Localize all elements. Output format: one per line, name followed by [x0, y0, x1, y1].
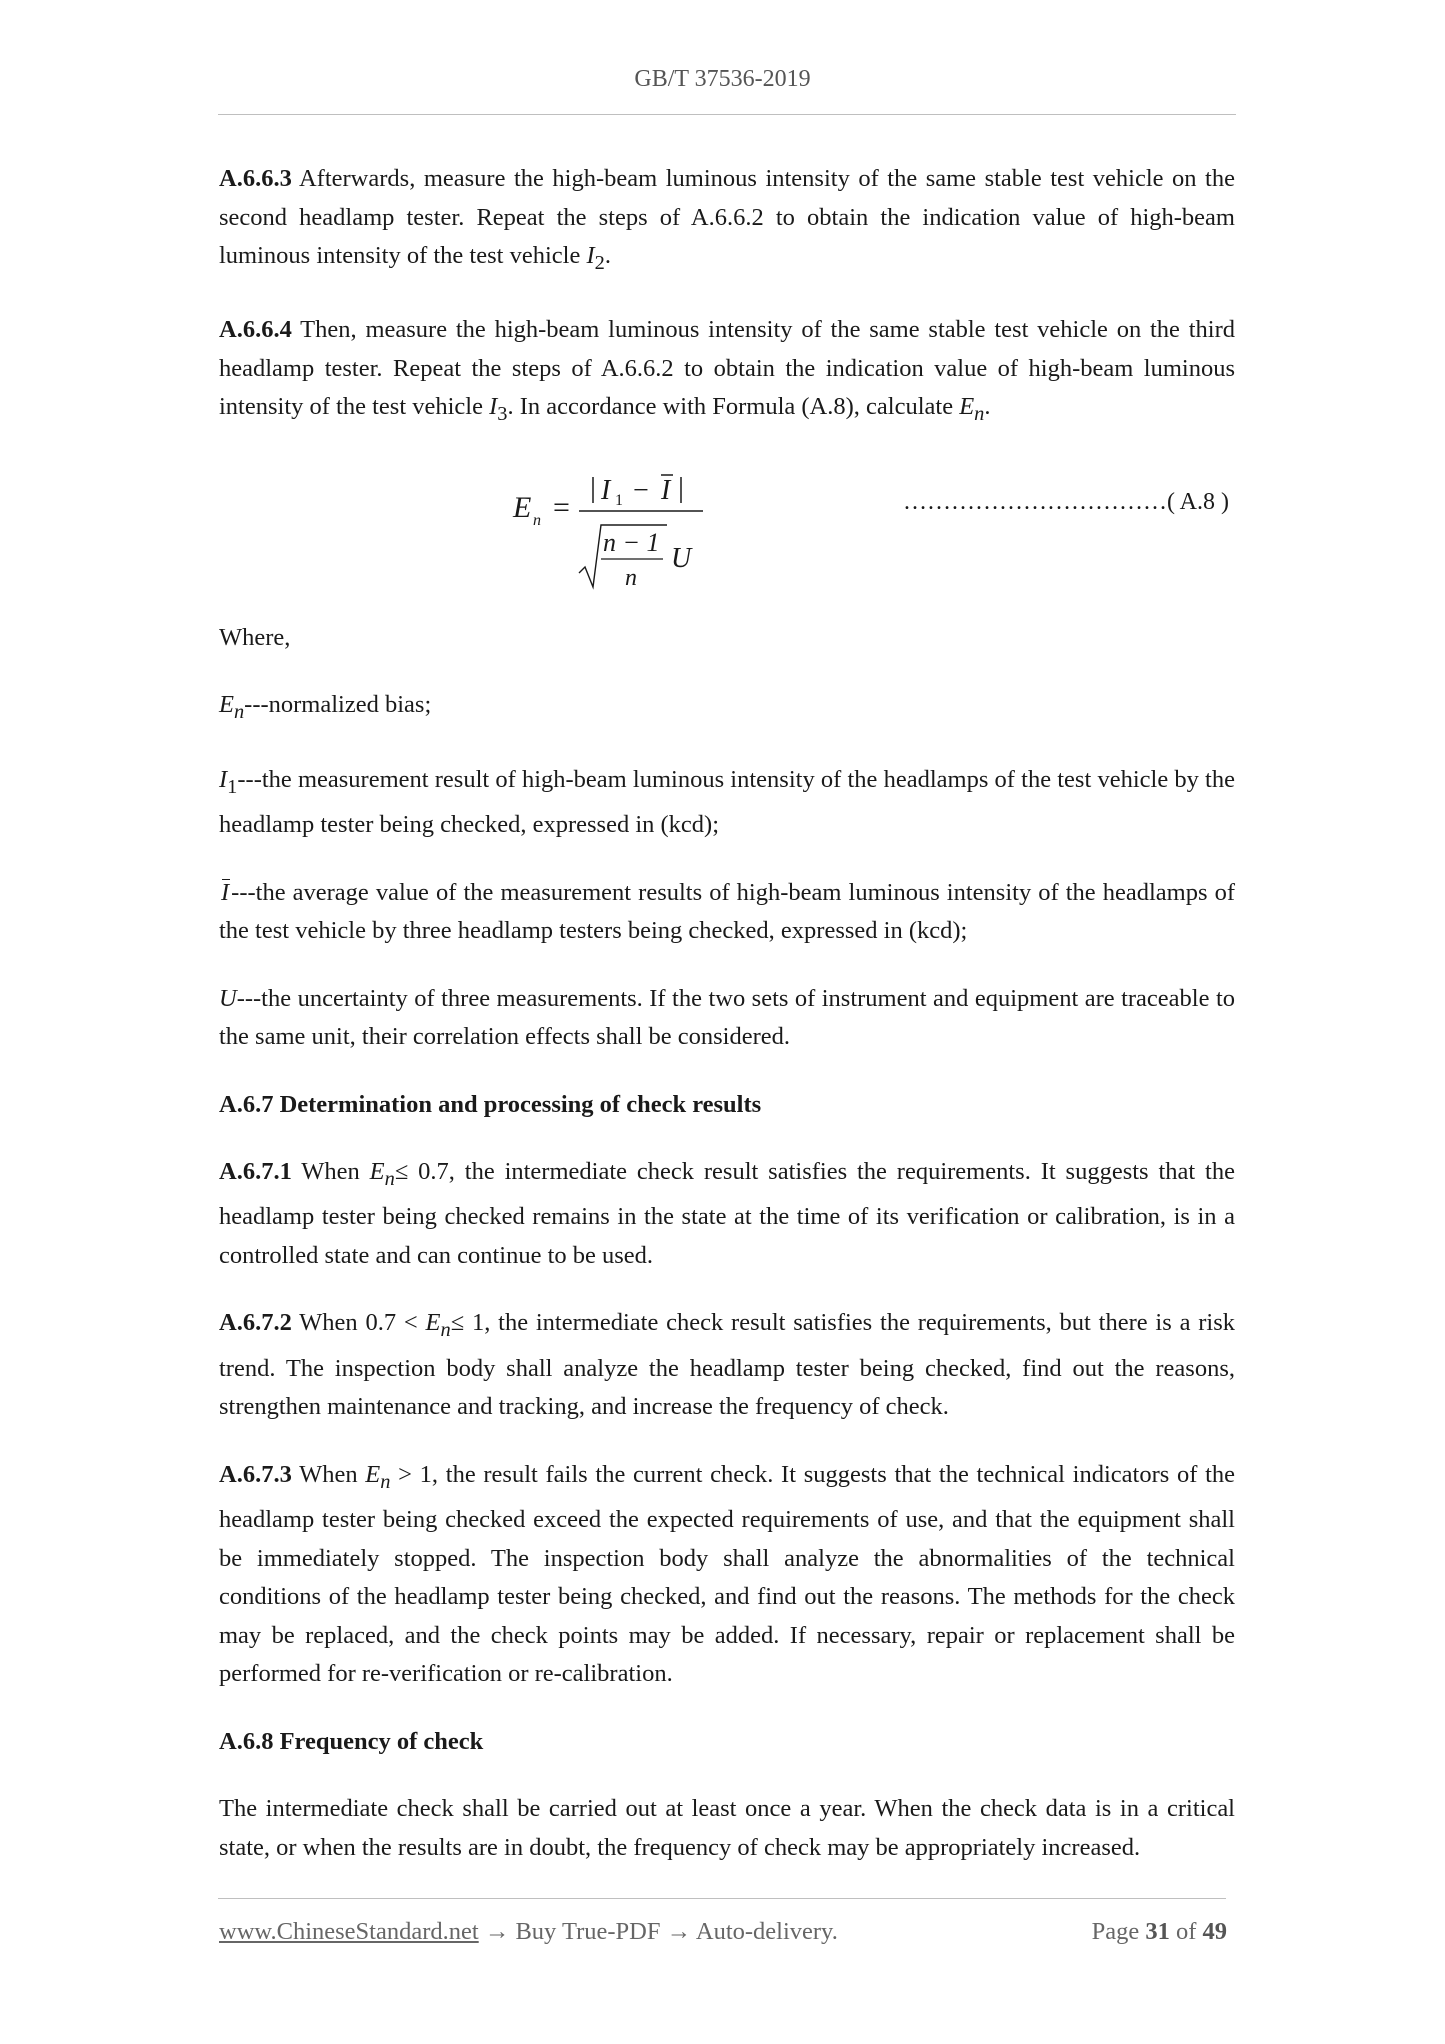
definition-ibar: [219, 874, 1235, 951]
clause-number: A.6.6.4: [219, 316, 292, 344]
website-link[interactable]: www.ChineseStandard.net: [219, 1918, 479, 1945]
paragraph-a68-body: The intermediate check shall be carried out at least once a year. When the check data is in a critical state, or when the results are in doubt, the frequency of check may be appropriately increased.: [219, 1795, 1235, 1861]
page-footer: [219, 1918, 1227, 1954]
clause-text-end: .: [984, 393, 991, 421]
arrow-icon: →: [478, 1918, 516, 1945]
formula-a8: [219, 463, 1235, 593]
clause-number: A.6.7.3: [219, 1460, 292, 1488]
numerator-subscript: 1: [615, 491, 623, 509]
mean-variable: I: [219, 874, 231, 913]
numerator-minus: −: [633, 474, 649, 506]
header-divider: [218, 114, 1236, 115]
definition-en: [219, 686, 1235, 731]
where-label: Where,: [219, 623, 291, 651]
clause-number: A.6.7.2: [219, 1309, 292, 1337]
numerator-var: I: [601, 474, 611, 506]
clause-text: Afterwards, measure the high-beam luminous intensity of the same stable test vehicle on the second headlamp tester. Repeat the steps of A.6.6.2 to obtain the indication value of high-beam luminous intensity of the test vehicle: [219, 165, 1235, 269]
page-number: 31: [1145, 1918, 1170, 1945]
variable-subscript: 2: [594, 251, 605, 274]
clause-text: When: [291, 1158, 370, 1186]
variable-subscript: 3: [497, 403, 508, 426]
formula-lhs-subscript: n: [533, 511, 541, 529]
variable: E: [365, 1460, 381, 1488]
footer-divider: [218, 1898, 1226, 1899]
definition-text: ---the measurement result of high-beam luminous intensity of the headlamps of the test vehicle by the headlamp tester being checked, expressed in (kcd);: [219, 765, 1235, 839]
paragraph-a671: [219, 1153, 1235, 1275]
variable-subscript: n: [384, 1167, 395, 1190]
paragraph-a664: [219, 311, 1235, 433]
footer-links: [219, 1918, 838, 1946]
clause-text-end: ≤ 1, the intermediate check result satisfies the requirements, but there is a risk trend. The inspection body shall analyze the headlamp tester being checked, find out the reasons, strengthen maintenance and tracking, and increase the frequency of check.: [219, 1309, 1236, 1421]
uncertainty-symbol: U: [671, 542, 692, 574]
variable: I: [489, 393, 498, 421]
definition-text: ---the average value of the measurement results of high-beam luminous intensity of the headlamps of the test vehicle by three headlamp testers being checked, expressed in (kcd);: [219, 878, 1235, 945]
definition-i1: [219, 761, 1235, 845]
variable-subscript: n: [380, 1470, 391, 1493]
section-heading-a67: A.6.7 Determination and processing of check results: [219, 1090, 762, 1118]
page-indicator: [1092, 1918, 1227, 1946]
clause-text: When: [291, 1460, 366, 1488]
variable: E: [219, 691, 234, 719]
definition-text: ---the uncertainty of three measurements. If the two sets of instrument and equipment are traceable to the same unit, their correlation effects shall be considered.: [219, 984, 1235, 1051]
variable-subscript: 1: [227, 775, 238, 798]
paragraph-a672: [219, 1304, 1235, 1426]
document-body: [219, 160, 1235, 1896]
formula-equals: =: [553, 490, 570, 524]
section-heading-a68: A.6.8 Frequency of check: [219, 1727, 484, 1755]
page-word: Page: [1091, 1918, 1140, 1945]
variable: E: [425, 1309, 441, 1337]
paragraph-a673: [219, 1456, 1235, 1694]
formula-graphic: [503, 455, 783, 605]
formula-lhs: E: [513, 490, 532, 524]
clause-text: When 0.7 <: [291, 1309, 426, 1337]
clause-text-end: ≤ 0.7, the intermediate check result satisfies the requirements. It suggests that the headlamp tester being checked remains in the state at the time of its verification or calibration, is in a controlled state and can continue to be used.: [219, 1158, 1235, 1269]
arrow-icon: →: [660, 1918, 696, 1945]
formula-number: ……………………………( A.8 ): [903, 488, 1229, 515]
page-total: 49: [1202, 1918, 1227, 1945]
of-word: of: [1175, 1918, 1197, 1945]
root-denominator: n: [625, 564, 637, 591]
numerator-mean-var: I: [661, 474, 671, 506]
clause-text-end: > 1, the result fails the current check. It suggests that the technical indicators of the headlamp tester being checked exceed the expected requirements of use, and that the equipment shall be immediately stopped. The inspection body shall analyze the abnormalities of the technical conditions of the headlamp tester being checked, and find out the reasons. The methods for the check may be replaced, and the check points may be added. If necessary, repair or replacement shall be performed for re-verification or re-calibration.: [219, 1460, 1236, 1688]
variable-subscript: n: [974, 403, 985, 426]
clause-text: Then, measure the high-beam luminous intensity of the same stable test vehicle on the third headlamp tester. Repeat the steps of A.6.6.2 to obtain the indication value of high-beam luminous intensity of the test vehicle: [219, 316, 1235, 421]
variable: E: [369, 1158, 385, 1186]
paragraph-a663: [219, 160, 1235, 282]
clause-number: A.6.6.3: [219, 165, 292, 192]
variable: I: [219, 765, 228, 793]
variable: U: [219, 984, 237, 1012]
buy-pdf-link[interactable]: Buy True-PDF: [515, 1918, 661, 1945]
clause-number: A.6.7.1: [219, 1158, 292, 1186]
variable: I: [586, 242, 595, 269]
document-header: GB/T 37536-2019: [634, 66, 811, 92]
definition-text: ---normalized bias;: [244, 691, 432, 719]
variable-subscript: n: [233, 701, 245, 724]
clause-text-end: .: [604, 242, 611, 269]
variable-subscript: n: [440, 1319, 451, 1342]
clause-text-mid: . In accordance with Formula (A.8), calculate: [507, 393, 960, 421]
root-numerator: n − 1: [603, 527, 660, 557]
variable: E: [959, 393, 975, 421]
auto-delivery-text: Auto-delivery.: [695, 1918, 838, 1945]
definition-u: [219, 980, 1235, 1057]
